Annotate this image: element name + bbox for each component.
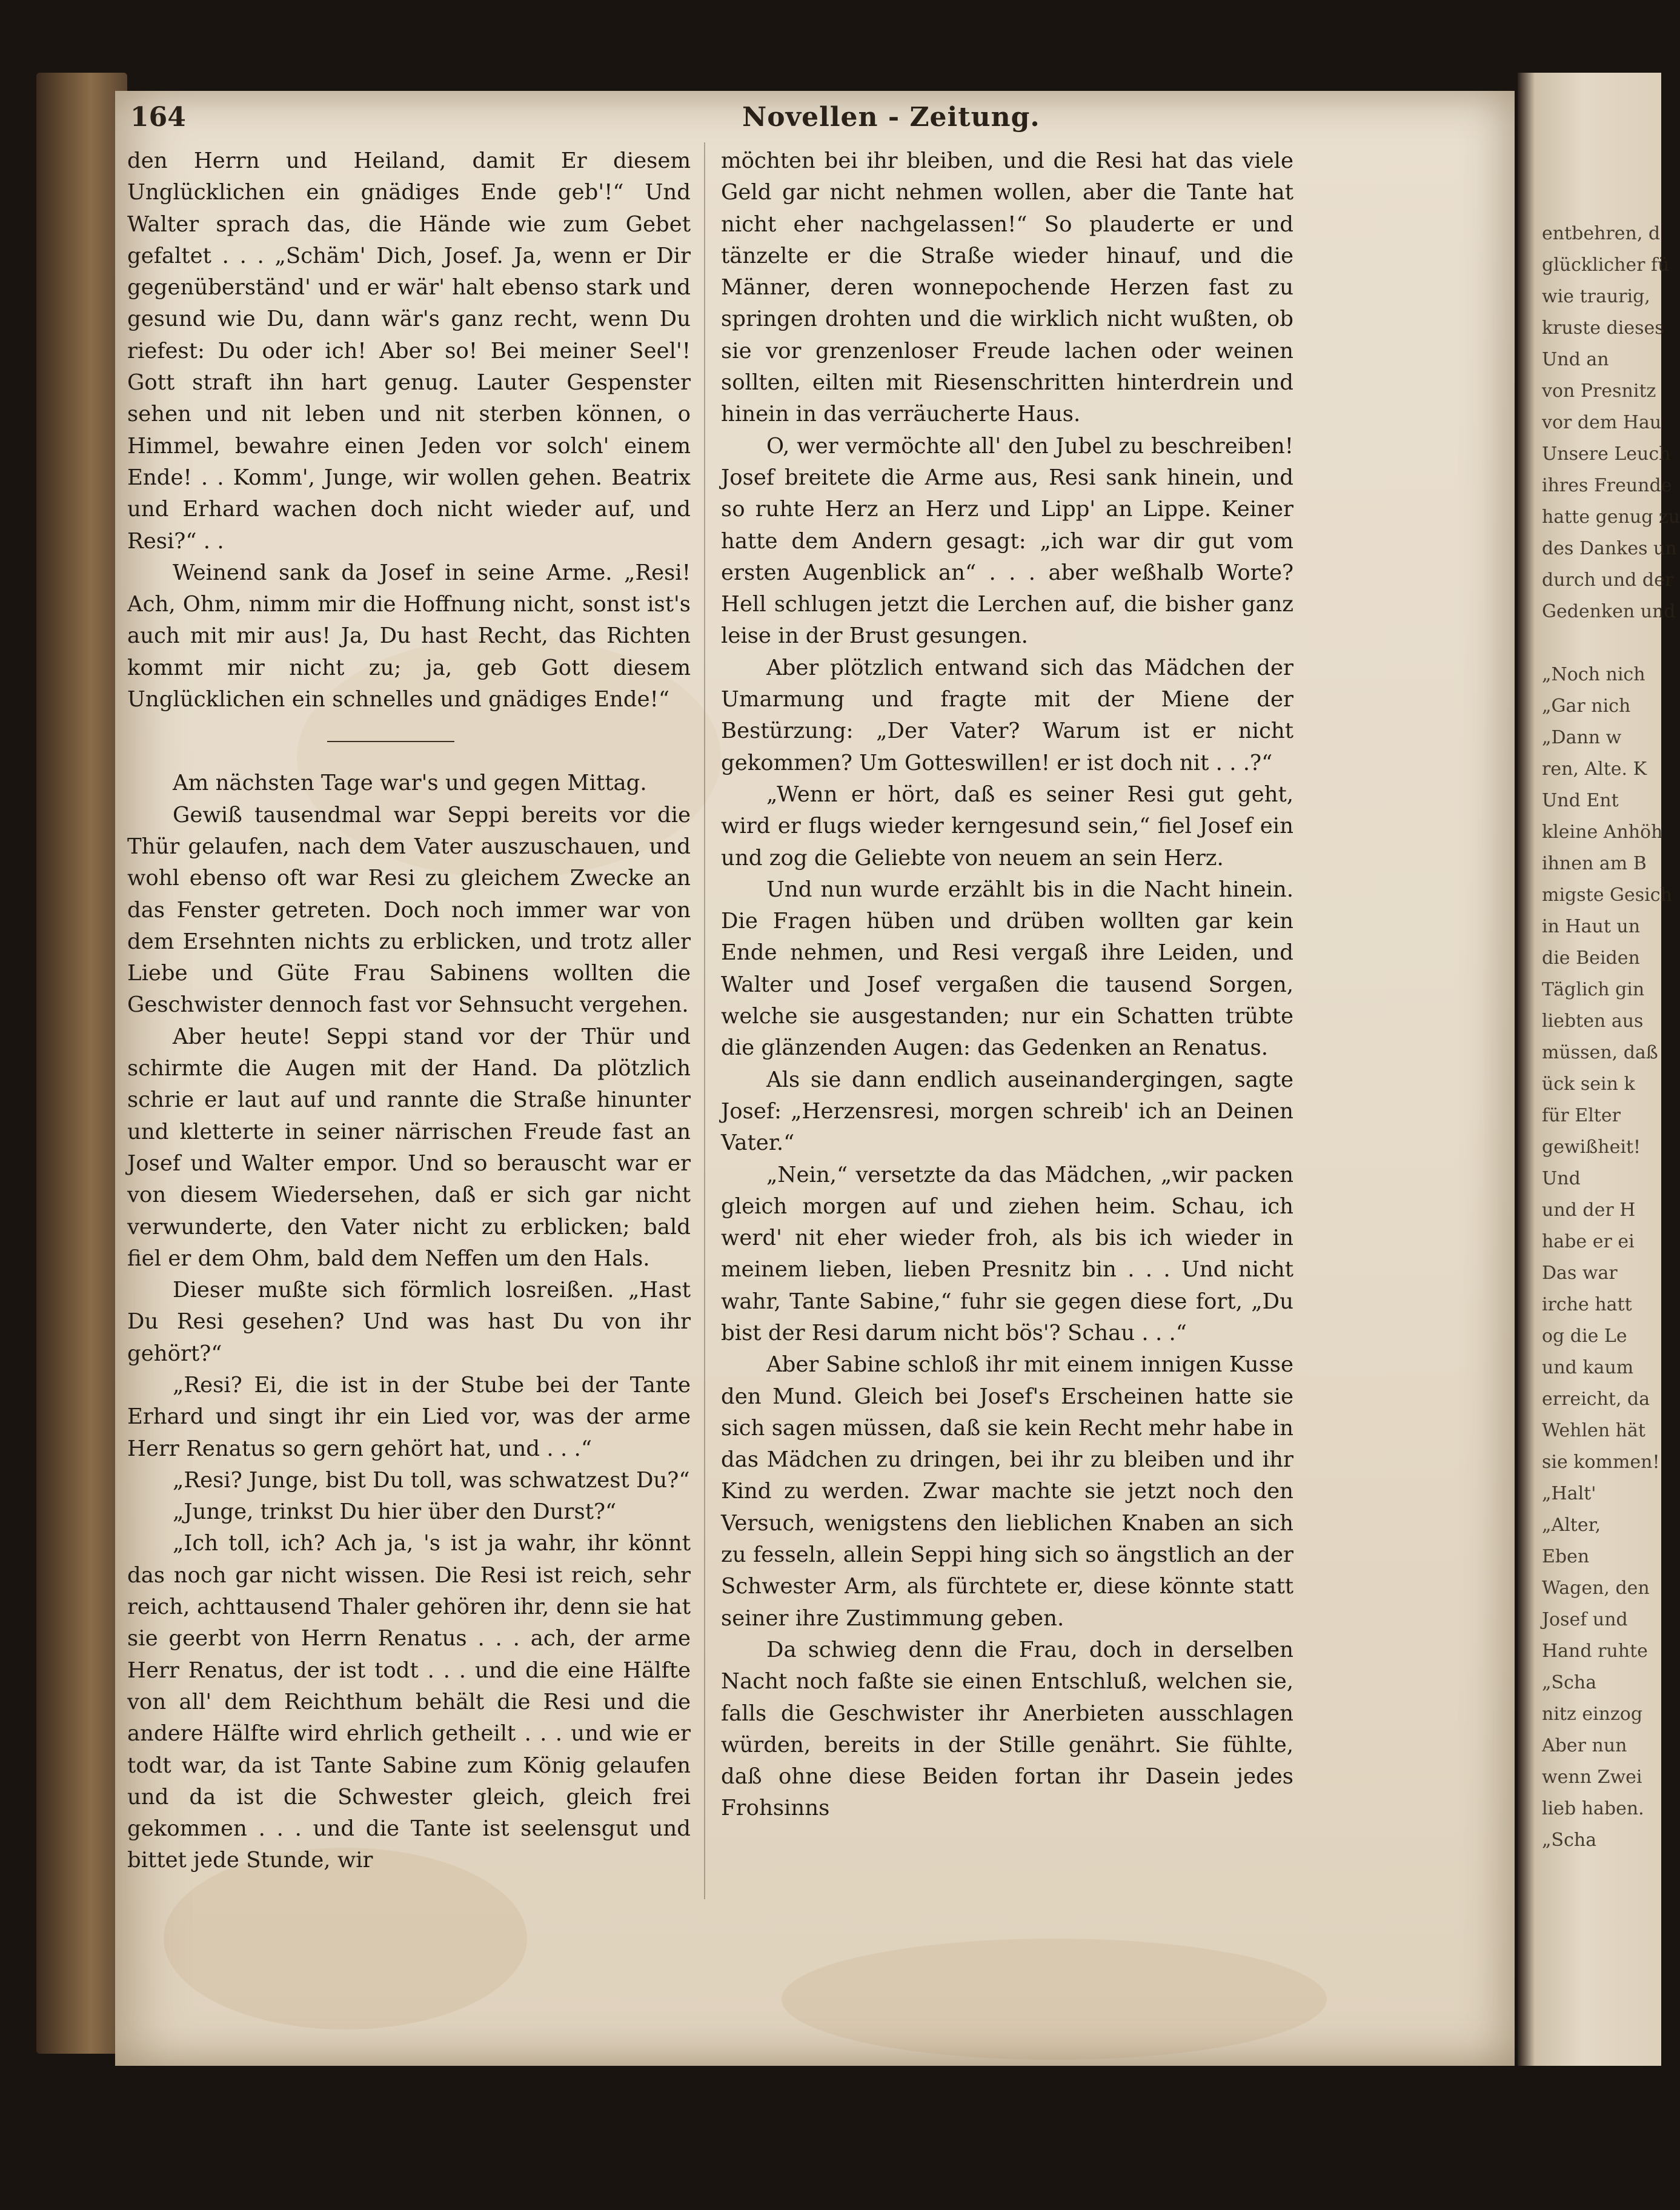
facing-page-line	[1542, 628, 1680, 659]
facing-page-line: kruste dieses	[1542, 317, 1664, 339]
facing-page-line: sie kommen!	[1542, 1452, 1660, 1473]
section-rule	[327, 741, 454, 742]
facing-page-line: Gedenken und	[1542, 601, 1676, 622]
facing-page-line: ück sein k	[1542, 1073, 1635, 1095]
facing-page-line: migste Gesich	[1542, 884, 1672, 906]
facing-page-text	[1542, 218, 1680, 1856]
facing-page-line: liebten aus	[1542, 1010, 1644, 1032]
book-edge	[36, 73, 127, 2054]
facing-page-line: wie traurig,	[1542, 286, 1650, 307]
facing-page-line: erreicht, da	[1542, 1389, 1650, 1410]
paragraph: „Ich toll, ich? Ach ja, 's ist ja wahr, ihr könnt das noch gar nicht wissen. Die Resi ist reich, sehr reich, achttausend Thaler gehören ihr, denn sie hat sie geerbt von Herrn Renatus . . . ach, der arme Herr Renatus, der ist todt . . . und die eine Hälfte von all' dem Reichthum behält die Resi und die andere Hälfte wird ehrlich getheilt . . . und wie er todt war, da ist Tante Sabine zum König gelaufen und da ist die Schwester gleich, gleich frei gekommen . . . und die Tante ist seelensgut und bittet jede Stunde, wir	[127, 1531, 691, 1873]
facing-page-line: hatte genug zu	[1542, 506, 1680, 528]
facing-page-line: habe er ei	[1542, 1231, 1635, 1252]
facing-page-line: „Halt'	[1542, 1483, 1596, 1504]
paragraph: Als sie dann endlich auseinandergingen, sagte Josef: „Herzensresi, morgen schreib' ich an Deinen Vater.“	[721, 1067, 1293, 1156]
facing-page-line: „Alter,	[1542, 1515, 1601, 1536]
paragraph: Aber plötzlich entwand sich das Mädchen der Umarmung und fragte mit der Miene der Bestürzung: „Der Vater? Warum ist er nicht gekommen? Um Gotteswillen! er ist doch nit . . .?“	[721, 655, 1293, 775]
running-title: Novellen - Zeitung.	[742, 102, 1040, 133]
paragraph: „Junge, trinkst Du hier über den Durst?“	[173, 1499, 617, 1525]
facing-page-line: des Dankes un	[1542, 538, 1677, 559]
page-header	[130, 102, 1281, 150]
paragraph: Da schwieg denn die Frau, doch in derselben Nacht noch faßte sie einen Entschluß, welchen sie, falls die Geschwister ihr Anerbieten ausschlagen würden, bereits in der Stille genährt. Sie fühlte, daß ohne diese Beiden fortan ihr Dasein jedes Frohsinns	[721, 1637, 1293, 1821]
facing-page-line: wenn Zwei	[1542, 1767, 1642, 1788]
facing-page-line: ihnen am B	[1542, 853, 1647, 874]
facing-page-line: kleine Anhöh	[1542, 821, 1663, 843]
paper-stain	[782, 1939, 1327, 2060]
facing-page-line: ren, Alte. K	[1542, 758, 1647, 780]
paragraph: „Nein,“ versetzte da das Mädchen, „wir packen gleich morgen auf und ziehen heim. Schau, ich werd' nit eher wieder froh, als bis ich wieder in meinem lieben, lieben Presnitz bin . . . Und nicht wahr, Tante Sabine,“ fuhr sie gegen diese fort, „Du bist der Resi darum nicht bös'? Schau . . .“	[721, 1162, 1293, 1346]
facing-page-line: Und Ent	[1542, 790, 1619, 811]
paragraph: „Resi? Ei, die ist in der Stube bei der Tante Erhard und singt ihr ein Lied vor, was der arme Herr Renatus so gern gehört hat, und . . .“	[127, 1372, 691, 1461]
facing-page	[1518, 73, 1680, 2066]
paragraph: O, wer vermöchte all' den Jubel zu beschreiben! Josef breitete die Arme aus, Resi sank hinein, und so ruhte Herz an Herz und Lipp' an Lippe. Keiner hatte dem Andern gesagt: „ich war dir gut vom ersten Augenblick an“ . . . aber weßhalb Worte? Hell schlugen jetzt die Lerchen auf, die bisher ganz leise in der Brust gesungen.	[721, 433, 1293, 649]
paragraph: „Resi? Junge, bist Du toll, was schwatzest Du?“	[173, 1467, 690, 1493]
facing-page-line: Unsere Leuch	[1542, 443, 1671, 465]
facing-page-line: Wagen, den	[1542, 1578, 1650, 1599]
facing-page-line: von Presnitz	[1542, 380, 1656, 402]
page-number: 164	[130, 102, 186, 133]
facing-page-line: og die Le	[1542, 1326, 1627, 1347]
facing-page-line: entbehren, d	[1542, 223, 1661, 244]
paragraph: möchten bei ihr bleiben, und die Resi hat das viele Geld gar nicht nehmen wollen, aber die Tante hat nicht eher nachgelassen!“ So plauderte er und tänzelte er die Straße wieder hinauf, und die Männer, deren wonnepochende Herzen fast zu springen drohten und die wirklich nicht wußten, ob sie vor grenzenloser Freude lachen oder weinen sollten, eilten mit Riesenschritten hinterdrein und hinein in das verräucherte Haus.	[721, 148, 1293, 427]
facing-page-line: „Gar nich	[1542, 695, 1631, 717]
facing-page-line: lieb haben.	[1542, 1798, 1644, 1819]
facing-page-line: Josef und	[1542, 1609, 1628, 1630]
facing-page-line: Und an	[1542, 349, 1609, 370]
paragraph: Aber heute! Seppi stand vor der Thür und schirmte die Augen mit der Hand. Da plötzlich schrie er laut auf und rannte die Straße hinunter und kletterte in seiner närrischen Freude fast an Josef und Walter empor. Und so berauscht war er von diesem Wiedersehen, daß er sich gar nicht verwunderte, den Vater nicht zu erblicken; bald fiel er dem Ohm, bald dem Neffen um den Hals.	[127, 1024, 691, 1271]
facing-page-line: gewißheit!	[1542, 1137, 1641, 1158]
facing-page-line: durch und der	[1542, 569, 1674, 591]
facing-page-line: „Scha	[1542, 1672, 1597, 1693]
facing-page-line: müssen, daß	[1542, 1042, 1658, 1063]
paragraph: Weinend sank da Josef in seine Arme. „Resi! Ach, Ohm, nimm mir die Hoffnung nicht, sonst ist's auch mit mir aus! Ja, Du hast Recht, das Richten kommt mir nicht zu; ja, geb Gott diesem Unglücklichen ein schnelles und gnädiges Ende!“	[127, 560, 691, 712]
paragraph: Aber Sabine schloß ihr mit einem innigen Kusse den Mund. Gleich bei Josef's Erscheinen hatte sie sich sagen müssen, daß sie kein Recht mehr habe in das Mädchen zu dringen, bei ihr zu bleiben und ihr Kind zu werden. Zwar machte sie jetzt noch den Versuch, wenigstens den lieblichen Knaben an sich zu fesseln, allein Seppi hing sich so ängstlich an der Schwester Arm, als fürchtete er, diese könnte statt seiner ihre Zustimmung geben.	[721, 1352, 1293, 1631]
facing-page-line: Und	[1542, 1168, 1581, 1189]
paragraph: Dieser mußte sich förmlich losreißen. „Hast Du Resi gesehen? Und was hast Du von ihr gehört?“	[127, 1278, 691, 1366]
facing-page-line: irche hatt	[1542, 1294, 1632, 1315]
paragraph: den Herrn und Heiland, damit Er diesem Unglücklichen ein gnädiges Ende geb'!“ Und Walter sprach das, die Hände wie zum Gebet gefaltet . . . „Schäm' Dich, Josef. Ja, wenn er Dir gegenüberständ' und er wär' halt ebenso stark und gesund wie Du, dann wär's ganz recht, wenn Du riefest: Du oder ich! Aber so! Bei meiner Seel'! Gott straft ihn hart genug. Lauter Gespenster sehen und nit leben und nit sterben können, o Himmel, bewahre einen Jeden vor solch' einem Ende! . . Komm', Junge, wir wollen gehen. Beatrix und Erhard wachen doch nicht wieder auf, und Resi?“ . .	[127, 148, 691, 554]
facing-page-line: Aber nun	[1542, 1735, 1627, 1756]
facing-page-line: glücklicher fü	[1542, 254, 1670, 276]
facing-page-line: Täglich gin	[1542, 979, 1645, 1000]
paragraph: „Wenn er hört, daß es seiner Resi gut geht, wird er flugs wieder kerngesund sein,“ fiel Josef ein und zog die Geliebte von neuem an sein Herz.	[721, 781, 1293, 871]
facing-page-line: die Beiden	[1542, 947, 1640, 969]
facing-page-line: vor dem Hau	[1542, 412, 1662, 433]
facing-page-line: in Haut un	[1542, 916, 1641, 937]
facing-page-line: „Noch nich	[1542, 664, 1645, 685]
facing-page-line: „Dann w	[1542, 727, 1622, 748]
facing-page-line: Eben	[1542, 1546, 1590, 1567]
paragraph: Gewiß tausendmal war Seppi bereits vor die Thür gelaufen, nach dem Vater auszuschauen, und wohl ebenso oft war Resi zu gleichem Zwecke an das Fenster getreten. Doch noch immer war von dem Ersehnten nichts zu erblicken, und trotz aller Liebe und Güte Frau Sabinens wollten die Geschwister dennoch fast vor Sehnsucht vergehen.	[127, 802, 691, 1018]
facing-page-line: Hand ruhte	[1542, 1641, 1648, 1662]
left-column	[127, 145, 691, 1877]
facing-page-line: „Scha	[1542, 1830, 1597, 1851]
facing-page-line: für Elter	[1542, 1105, 1621, 1126]
facing-page-line: und kaum	[1542, 1357, 1634, 1378]
facing-page-line: Wehlen hät	[1542, 1420, 1645, 1441]
right-column	[721, 145, 1293, 1825]
facing-page-line: Das war	[1542, 1263, 1618, 1284]
paragraph: Am nächsten Tage war's und gegen Mittag.	[173, 771, 647, 796]
facing-page-line: nitz einzog	[1542, 1704, 1643, 1725]
column-divider	[704, 142, 705, 1899]
facing-page-line: ihres Freunde	[1542, 475, 1672, 496]
paragraph: Und nun wurde erzählt bis in die Nacht hinein. Die Fragen hüben und drüben wollten gar kein Ende nehmen, und Resi vergaß ihre Leiden, und Walter und Josef vergaßen die tausend Sorgen, welche sie ausgestanden; nur ein Schatten trübte die glänzenden Augen: das Gedenken an Renatus.	[721, 877, 1293, 1061]
facing-page-line: und der H	[1542, 1200, 1636, 1221]
